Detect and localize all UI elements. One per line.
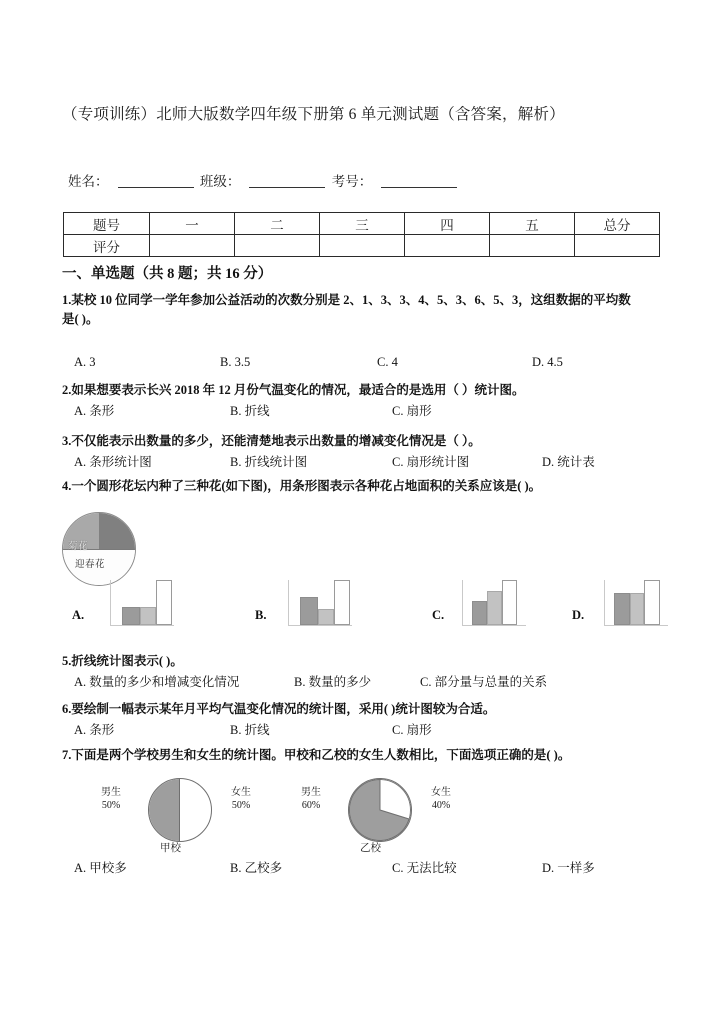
score-table-col-4: 四 [405, 213, 490, 235]
school-b-pie-chart [348, 778, 412, 842]
bar-1 [122, 607, 140, 625]
bar-axis-x [110, 625, 174, 626]
pie-disc [148, 778, 212, 842]
q2-option-b[interactable]: B. 折线 [230, 404, 270, 418]
q5-option-b[interactable]: B. 数量的多少 [294, 675, 372, 689]
score-cell-5[interactable] [490, 235, 575, 257]
exam-no-label: 考号： [331, 174, 373, 189]
bar-2 [318, 609, 334, 625]
question-2-options [62, 401, 667, 419]
school-b-male-value: 60% [301, 800, 321, 811]
pie-slices-svg [349, 779, 411, 841]
score-table-col-total: 总分 [575, 213, 660, 235]
q6-option-b[interactable]: B. 折线 [230, 723, 270, 737]
q4-option-a-letter[interactable]: A. [72, 608, 85, 622]
q4-option-a-barchart[interactable] [110, 580, 174, 626]
question-3-options [62, 452, 667, 470]
q4-option-b-letter[interactable]: B. [255, 608, 267, 622]
q3-option-d[interactable]: D. 统计表 [542, 455, 595, 469]
school-a-female-name: 女生 [231, 787, 251, 798]
score-table-row-label-score: 评分 [64, 235, 150, 257]
score-cell-1[interactable] [150, 235, 235, 257]
q3-option-c[interactable]: C. 扇形统计图 [392, 455, 470, 469]
score-cell-2[interactable] [235, 235, 320, 257]
bar-2 [140, 607, 156, 625]
pie-slice-unlabeled [99, 513, 135, 549]
question-7-text: 7.下面是两个学校男生和女生的统计图。甲校和乙校的女生人数相比，下面选项正确的是( )。 [62, 748, 571, 762]
class-blank[interactable] [249, 174, 325, 188]
bar-2 [487, 591, 502, 625]
student-info-line [68, 170, 460, 190]
pie-slice-male [149, 779, 180, 841]
score-table-row-label: 题号 [64, 213, 150, 235]
q7-option-c[interactable]: C. 无法比较 [392, 861, 457, 875]
class-label: 班级： [199, 174, 241, 189]
question-1-text-cont: 是( )。 [62, 312, 99, 326]
q1-option-d[interactable]: D. 4.5 [532, 355, 563, 369]
q7-option-b[interactable]: B. 乙校多 [230, 861, 283, 875]
bar-3 [334, 580, 350, 625]
question-1-options [62, 355, 667, 373]
q5-option-a[interactable]: A. 数量的多少和增减变化情况 [74, 675, 240, 689]
pie-label-juhua: 菊花 [68, 542, 89, 552]
bar-1 [614, 593, 630, 625]
q7-option-d[interactable]: D. 一样多 [542, 861, 595, 875]
bar-3 [644, 580, 660, 625]
q4-option-c-barchart[interactable] [462, 580, 526, 626]
q7-option-a[interactable]: A. 甲校多 [74, 861, 127, 875]
school-b-female-name: 女生 [431, 787, 451, 798]
question-6-text: 6.要绘制一幅表示某年月平均气温变化情况的统计图，采用( )统计图较为合适。 [62, 702, 496, 716]
question-7-options [62, 858, 667, 876]
table-row-header [64, 213, 660, 235]
school-a-male-name: 男生 [101, 787, 121, 798]
school-a-male-value: 50% [101, 800, 121, 811]
bar-axis-x [288, 625, 352, 626]
bar-axis-x [604, 625, 668, 626]
question-1-text: 1.某校 10 位同学一学年参加公益活动的次数分别是 2、1、3、3、4、5、3、6、5、3，这组数据的平均数 [62, 293, 631, 307]
question-4-text: 4.一个圆形花坛内种了三种花(如下图)，用条形图表示各种花占地面积的关系应该是( )。 [62, 479, 542, 493]
bar-axis-y [604, 580, 605, 626]
q2-option-c[interactable]: C. 扇形 [392, 404, 432, 418]
q4-option-d-barchart[interactable] [604, 580, 668, 626]
bar-1 [300, 597, 318, 625]
bar-axis-y [110, 580, 111, 626]
bar-2 [630, 593, 644, 625]
question-2-text: 2.如果想要表示长兴 2018 年 12 月份气温变化的情况，最适合的是选用（ ）统计图。 [62, 383, 525, 397]
q6-option-c[interactable]: C. 扇形 [392, 723, 432, 737]
school-b-female-label [418, 786, 464, 812]
q4-option-d-letter[interactable]: D. [572, 608, 585, 622]
bar-1 [472, 601, 487, 625]
bar-3 [156, 580, 172, 625]
bar-axis-y [288, 580, 289, 626]
question-6-options [62, 720, 667, 738]
q1-option-c[interactable]: C. 4 [377, 355, 398, 369]
name-blank[interactable] [118, 174, 194, 188]
q5-option-c[interactable]: C. 部分量与总量的关系 [420, 675, 548, 689]
school-b-male-label [288, 786, 334, 812]
q4-option-b-barchart[interactable] [288, 580, 352, 626]
school-b-male-name: 男生 [301, 787, 321, 798]
school-a-female-label [218, 786, 264, 812]
school-a-male-label [88, 786, 134, 812]
bar-axis-x [462, 625, 526, 626]
score-cell-4[interactable] [405, 235, 490, 257]
pie-disc [348, 778, 412, 842]
q4-option-c-letter[interactable]: C. [432, 608, 445, 622]
school-a-female-value: 50% [231, 800, 251, 811]
table-row-scores [64, 235, 660, 257]
score-table-col-1: 一 [150, 213, 235, 235]
score-cell-total[interactable] [575, 235, 660, 257]
pie-label-yingchunhua: 迎春花 [75, 560, 106, 570]
q3-option-b[interactable]: B. 折线统计图 [230, 455, 308, 469]
q6-option-a[interactable]: A. 条形 [74, 723, 115, 737]
q1-option-a[interactable]: A. 3 [74, 355, 96, 369]
q2-option-a[interactable]: A. 条形 [74, 404, 115, 418]
question-5-options [62, 672, 667, 690]
q3-option-a[interactable]: A. 条形统计图 [74, 455, 152, 469]
name-label: 姓名： [68, 174, 109, 189]
school-b-caption: 乙校 [360, 843, 381, 854]
bar-axis-y [462, 580, 463, 626]
question-3-text: 3.不仅能表示出数量的多少，还能清楚地表示出数量的增减变化情况是（ ）。 [62, 434, 481, 448]
school-a-caption: 甲校 [160, 843, 181, 854]
q1-option-b[interactable]: B. 3.5 [220, 355, 251, 369]
score-table [63, 212, 660, 257]
school-b-female-value: 40% [431, 800, 451, 811]
school-a-pie-chart [148, 778, 212, 842]
section-heading: 一、单选题（共 8 题；共 16 分） [62, 266, 273, 282]
exam-no-blank[interactable] [381, 174, 457, 188]
flower-bed-pie-chart [62, 512, 136, 586]
score-table-col-2: 二 [235, 213, 320, 235]
page-title: （专项训练）北师大版数学四年级下册第 6 单元测试题（含答案，解析） [62, 106, 565, 123]
score-table-col-5: 五 [490, 213, 575, 235]
score-cell-3[interactable] [320, 235, 405, 257]
score-table-col-3: 三 [320, 213, 405, 235]
bar-3 [502, 580, 517, 625]
question-5-text: 5.折线统计图表示( )。 [62, 654, 183, 668]
